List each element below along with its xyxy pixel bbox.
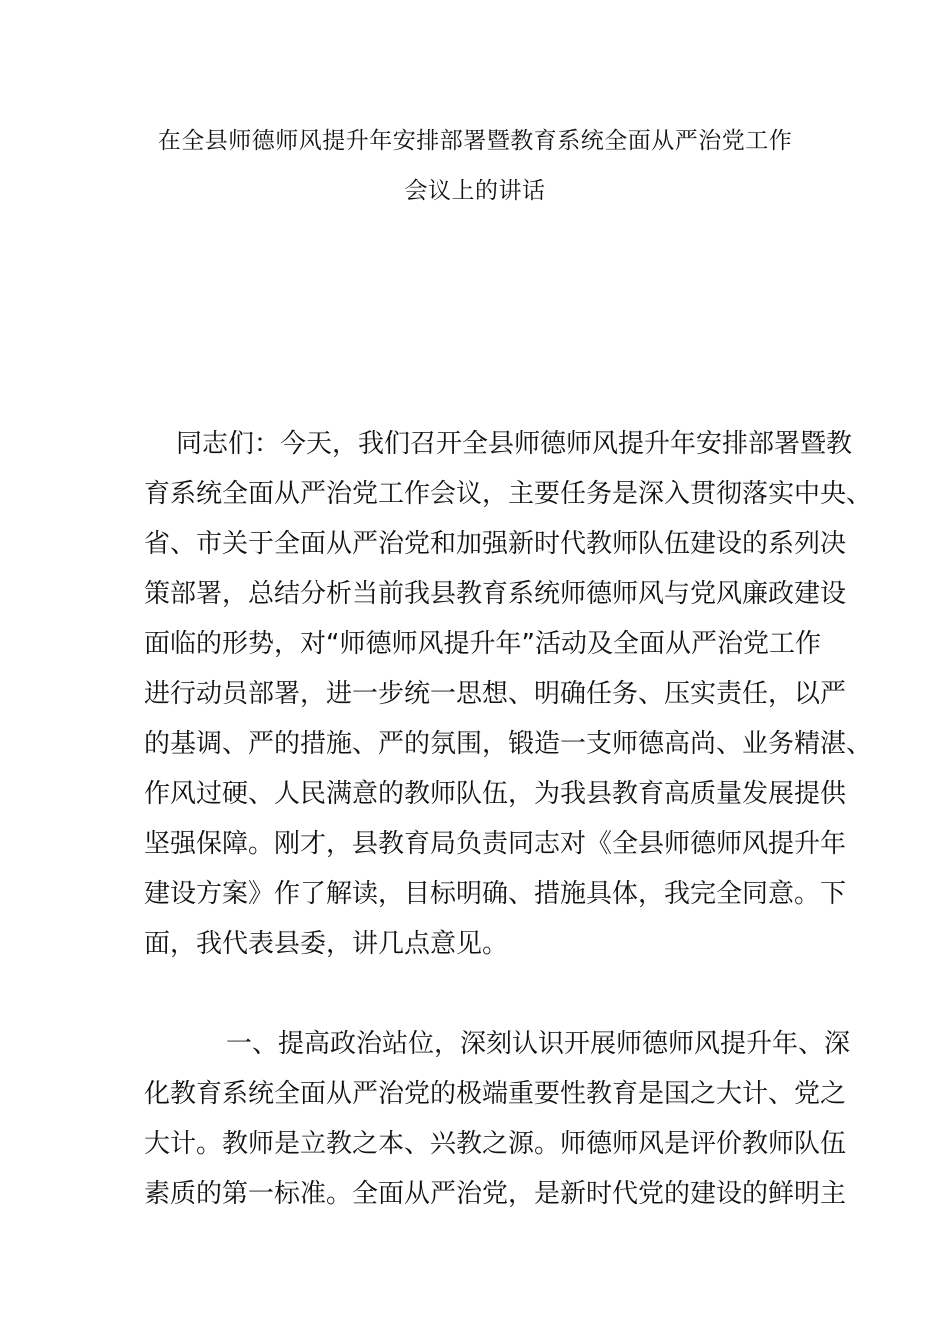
document-title-line-1: 在全县师德师风提升年安排部署暨教育系统全面从严治党工作	[157, 128, 793, 154]
paragraph-2-line-2: 化教育系统全面从严治党的极端重要性教育是国之大计、党之	[144, 1079, 847, 1109]
paragraph-2-line-3: 大计。教师是立教之本、兴教之源。师德师风是评价教师队伍	[144, 1129, 847, 1159]
paragraph-1-line-3: 省、市关于全面从严治党和加强新时代教师队伍建设的系列决	[144, 529, 847, 559]
paragraph-2-line-1: 一、提高政治站位，深刻认识开展师德师风提升年、深	[226, 1029, 851, 1059]
document-title-line-2: 会议上的讲话	[404, 178, 546, 204]
paragraph-1-line-8: 作风过硬、人民满意的教师队伍，为我县教育高质量发展提供	[144, 779, 847, 809]
paragraph-1-line-2: 育系统全面从严治党工作会议，主要任务是深入贯彻落实中央、	[144, 479, 873, 509]
paragraph-1-line-6: 进行动员部署，进一步统一思想、明确任务、压实责任，以严	[144, 679, 847, 709]
paragraph-1-line-9: 坚强保障。刚才，县教育局负责同志对《全县师德师风提升年	[144, 829, 847, 859]
paragraph-1-line-7: 的基调、严的措施、严的氛围，锻造一支师德高尚、业务精湛、	[144, 729, 873, 759]
paragraph-1-line-11: 面，我代表县委，讲几点意见。	[144, 929, 509, 959]
paragraph-1-line-1: 同志们：今天，我们召开全县师德师风提升年安排部署暨教	[176, 429, 853, 459]
paragraph-1-line-10: 建设方案》作了解读，目标明确、措施具体，我完全同意。下	[144, 879, 847, 909]
paragraph-1-line-4: 策部署，总结分析当前我县教育系统师德师风与党风廉政建设	[144, 579, 847, 609]
paragraph-2-line-4: 素质的第一标准。全面从严治党，是新时代党的建设的鲜明主	[144, 1179, 847, 1209]
paragraph-1-line-5: 面临的形势，对“师德师风提升年”活动及全面从严治党工作	[144, 629, 821, 659]
